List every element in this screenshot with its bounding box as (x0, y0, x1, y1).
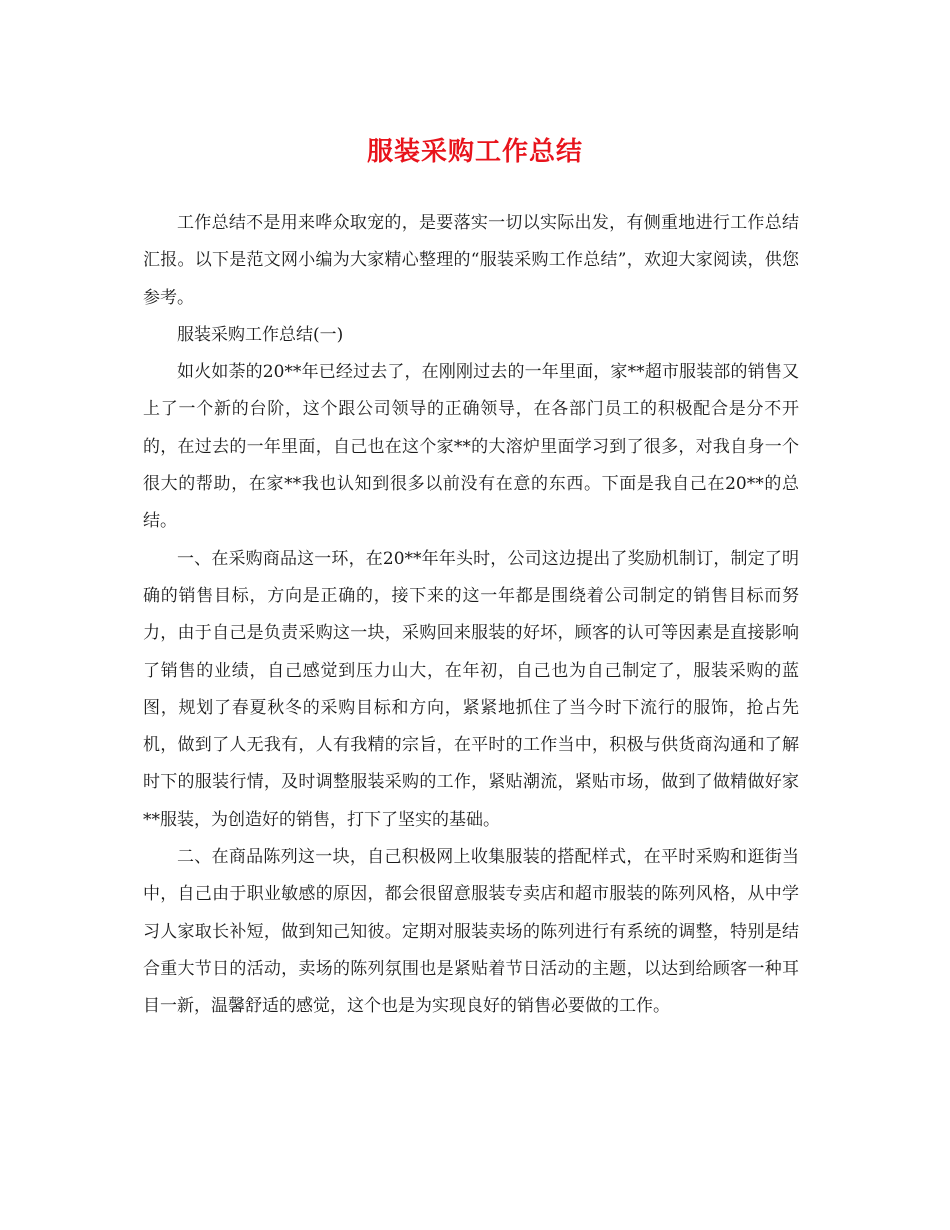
body-paragraph: 二、在商品陈列这一块，自己积极网上收集服装的搭配样式，在平时采购和逛街当中，自己由于职业敏感的原因，都会很留意服装专卖店和超市服装的陈列风格，从中学习人家取长补短，做到知己知彼。定期对服装卖场的陈列进行有系统的调整，特别是结合重大节日的活动，卖场的陈列氛围也是紧贴着节日活动的主题，以达到给顾客一种耳目一新，温馨舒适的感觉，这个也是为实现良好的销售必要做的工作。 (143, 847, 799, 1017)
document-title: 服装采购工作总结 (366, 137, 583, 167)
section-heading: 服装采购工作总结(一) (177, 324, 344, 345)
intro-paragraph: 工作总结不是用来哗众取宠的，是要落实一切以实际出发，有侧重地进行工作总结汇报。以下是范文网小编为大家精心整理的“服装采购工作总结”，欢迎大家阅读，供您参考。 (143, 213, 799, 308)
body-paragraph: 一、在采购商品这一环，在20**年年头时，公司这边提出了奖励机制订，制定了明确的销售目标，方向是正确的，接下来的这一年都是围绕着公司制定的销售目标而努力，由于自己是负责采购这一块，采购回来服装的好坏，顾客的认可等因素是直接影响了销售的业绩，自己感觉到压力山大，在年初，自己也为自己制定了，服装采购的蓝图，规划了春夏秋冬的采购目标和方向，紧紧地抓住了当今时下流行的服饰，抢占先机，做到了人无我有，人有我精的宗旨，在平时的工作当中，积极与供货商沟通和了解时下的服装行情，及时调整服装采购的工作，紧贴潮流，紧贴市场，做到了做精做好家**服装，为创造好的销售，打下了坚实的基础。 (143, 548, 799, 830)
body-paragraph: 如火如荼的20**年已经过去了，在刚刚过去的一年里面，家**超市服装部的销售又上了一个新的台阶，这个跟公司领导的正确领导，在各部门员工的积极配合是分不开的，在过去的一年里面，自己也在这个家**的大溶炉里面学习到了很多，对我自身一个很大的帮助，在家**我也认知到很多以前没有在意的东西。下面是我自己在20**的总结。 (143, 362, 799, 532)
document-body (143, 205, 799, 1026)
